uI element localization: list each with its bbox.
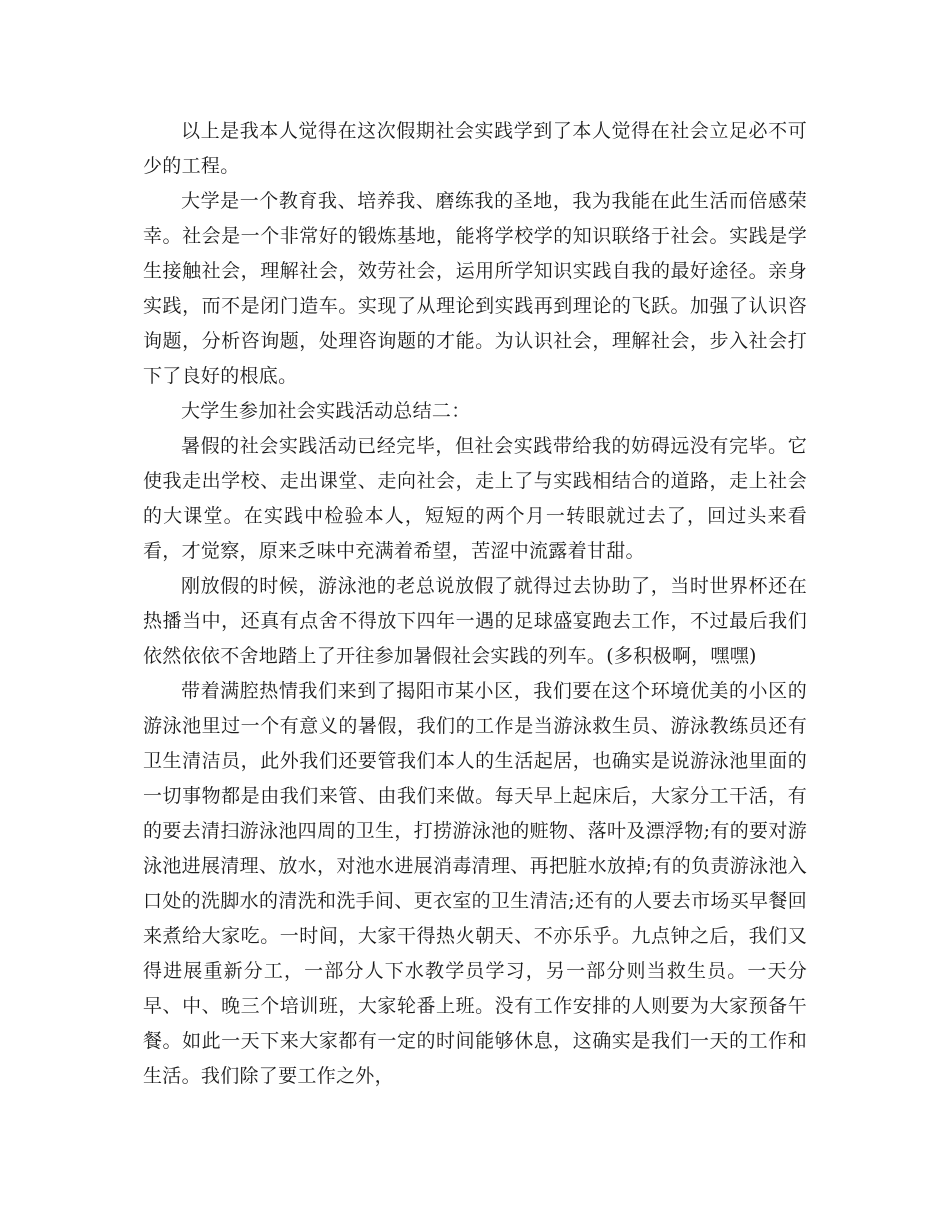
document-body xyxy=(143,114,807,1094)
paragraph-university: 大学是一个教育我、培养我、磨练我的圣地，我为我能在此生活而倍感荣幸。社会是一个非常好的锻炼基地，能将学校学的知识联络于社会。实践是学生接触社会，理解社会，效劳社会，运用所学知识实践自我的最好途径。亲身实践，而不是闭门造车。实现了从理论到实践再到理论的飞跃。加强了认识咨询题，分析咨询题，处理咨询题的才能。为认识社会，理解社会，步入社会打下了良好的根底。 xyxy=(143,190,807,387)
paragraph-vacation-start: 刚放假的时候，游泳池的老总说放假了就得过去协助了，当时世界杯还在热播当中，还真有点舍不得放下四年一遇的足球盛宴跑去工作，不过最后我们依然依依不舍地踏上了开往参加暑假社会实践的列车。(多积极啊，嘿嘿) xyxy=(143,575,807,667)
paragraph-swimming-pool-work: 带着满腔热情我们来到了揭阳市某小区，我们要在这个环境优美的小区的游泳池里过一个有意义的暑假，我们的工作是当游泳救生员、游泳教练员还有卫生清洁员，此外我们还要管我们本人的生活起居，也确实是说游泳池里面的一切事物都是由我们来管、由我们来做。每天早上起床后，大家分工干活，有的要去清扫游泳池四周的卫生，打捞游泳池的赃物、落叶及漂浮物;有的要对游泳池进展清理、放水，对池水进展消毒清理、再把脏水放掉;有的负责游泳池入口处的洗脚水的清洗和洗手间、更衣室的卫生清洁;还有的人要去市场买早餐回来煮给大家吃。一时间，大家干得热火朝天、不亦乐乎。九点钟之后，我们又得进展重新分工，一部分人下水教学员学习，另一部分则当救生员。一天分早、中、晚三个培训班，大家轮番上班。没有工作安排的人则要为大家预备午餐。如此一天下来大家都有一定的时间能够休息，这确实是我们一天的工作和生活。我们除了要工作之外， xyxy=(143,680,807,1087)
paragraph-summer-practice: 暑假的社会实践活动已经完毕，但社会实践带给我的妨碍远没有完毕。它使我走出学校、走出课堂、走向社会，走上了与实践相结合的道路，走上社会的大课堂。在实践中检验本人，短短的两个月一转眼就过去了，回过头来看看，才觉察，原来乏味中充满着希望，苦涩中流露着甘甜。 xyxy=(143,435,807,562)
paragraph-summary: 以上是我本人觉得在这次假期社会实践学到了本人觉得在社会立足必不可少的工程。 xyxy=(143,120,807,177)
section-heading: 大学生参加社会实践活动总结二： xyxy=(181,400,471,422)
